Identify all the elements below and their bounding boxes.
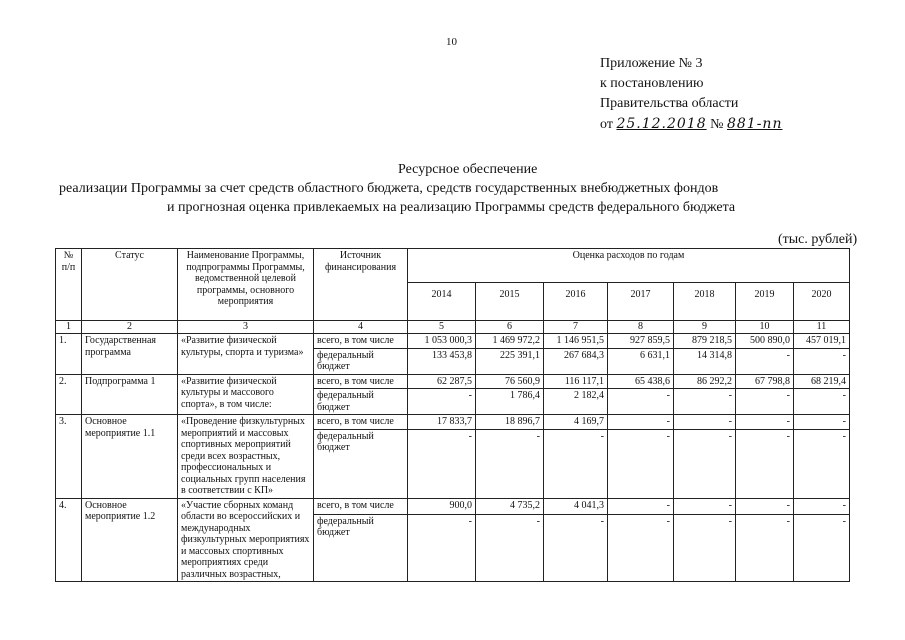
column-number: 2 bbox=[82, 321, 178, 334]
row-value: 17 833,7 bbox=[408, 415, 476, 430]
row-value: 116 117,1 bbox=[544, 374, 608, 389]
row-value: 67 798,8 bbox=[736, 374, 794, 389]
row-value: 14 314,8 bbox=[674, 348, 736, 374]
row-value: 68 219,4 bbox=[794, 374, 850, 389]
appendix-from-label: от bbox=[600, 117, 613, 132]
row-value: 1 469 972,2 bbox=[476, 334, 544, 349]
row-status: Основное мероприятие 1.2 bbox=[82, 498, 178, 582]
row-source: федеральный бюджет bbox=[314, 348, 408, 374]
column-number: 4 bbox=[314, 321, 408, 334]
row-source: федеральный бюджет bbox=[314, 429, 408, 498]
column-number: 3 bbox=[178, 321, 314, 334]
row-value: - bbox=[794, 389, 850, 415]
column-number: 1 bbox=[56, 321, 82, 334]
title-line-1: Ресурсное обеспечение bbox=[398, 162, 538, 177]
row-value: - bbox=[408, 389, 476, 415]
row-value: 86 292,2 bbox=[674, 374, 736, 389]
row-value: - bbox=[736, 348, 794, 374]
row-status: Государственная программа bbox=[82, 334, 178, 375]
row-value: - bbox=[736, 514, 794, 581]
row-value: 4 735,2 bbox=[476, 498, 544, 514]
header-year: 2017 bbox=[608, 283, 674, 321]
header-name: Наименование Программы, подпрограммы Программы, ведомственной целевой программы, основного мероприятия bbox=[178, 249, 314, 321]
table-row bbox=[56, 374, 850, 389]
row-value: 6 631,1 bbox=[608, 348, 674, 374]
row-value: 900,0 bbox=[408, 498, 476, 514]
row-value: - bbox=[476, 514, 544, 581]
row-value: - bbox=[674, 514, 736, 581]
row-value: 1 146 951,5 bbox=[544, 334, 608, 349]
row-source: всего, в том числе bbox=[314, 498, 408, 514]
row-number: 1. bbox=[56, 334, 82, 375]
header-year: 2020 bbox=[794, 283, 850, 321]
page-number: 10 bbox=[446, 36, 457, 48]
row-value: - bbox=[736, 415, 794, 430]
row-name: «Развитие физической культуры, спорта и туризма» bbox=[178, 334, 314, 375]
row-value: - bbox=[544, 429, 608, 498]
row-value: 18 896,7 bbox=[476, 415, 544, 430]
row-value: 4 169,7 bbox=[544, 415, 608, 430]
appendix-line-1: Приложение № 3 bbox=[600, 56, 703, 71]
column-number: 5 bbox=[408, 321, 476, 334]
row-value: - bbox=[736, 389, 794, 415]
row-value: 879 218,5 bbox=[674, 334, 736, 349]
row-value: 1 053 000,3 bbox=[408, 334, 476, 349]
row-value: 500 890,0 bbox=[736, 334, 794, 349]
row-source: всего, в том числе bbox=[314, 415, 408, 430]
header-year: 2019 bbox=[736, 283, 794, 321]
row-name: «Проведение физкультурных мероприятий и массовых спортивных мероприятий среди всех возрастных, профессиональных и социальных групп населения в соответствии с КП» bbox=[178, 415, 314, 499]
row-value: - bbox=[608, 429, 674, 498]
table-row bbox=[56, 498, 850, 514]
row-value: 65 438,6 bbox=[608, 374, 674, 389]
header-source: Источник финансирования bbox=[314, 249, 408, 321]
units-label: (тыс. рублей) bbox=[778, 232, 858, 247]
row-value: - bbox=[476, 429, 544, 498]
header-estimate: Оценка расходов по годам bbox=[408, 249, 850, 283]
row-value: - bbox=[736, 429, 794, 498]
column-number: 10 bbox=[736, 321, 794, 334]
row-value: - bbox=[408, 514, 476, 581]
row-value: - bbox=[608, 389, 674, 415]
row-value: - bbox=[608, 415, 674, 430]
appendix-line-4 bbox=[600, 114, 782, 135]
row-value: - bbox=[408, 429, 476, 498]
row-value: - bbox=[736, 498, 794, 514]
title-line-3: и прогнозная оценка привлекаемых на реализацию Программы средств федерального бюджета bbox=[167, 200, 736, 215]
row-value: 2 182,4 bbox=[544, 389, 608, 415]
row-value: - bbox=[544, 514, 608, 581]
row-value: - bbox=[794, 514, 850, 581]
row-name: «Участие сборных команд области во всероссийских и международных физкультурных мероприятиях и массовых спортивных мероприятиях среди различных возрастных, bbox=[178, 498, 314, 582]
row-number: 2. bbox=[56, 374, 82, 415]
header-year: 2015 bbox=[476, 283, 544, 321]
row-value: 76 560,9 bbox=[476, 374, 544, 389]
row-value: 267 684,3 bbox=[544, 348, 608, 374]
appendix-line-3: Правительства области bbox=[600, 96, 739, 111]
appendix-doc-number: 881-пп bbox=[726, 116, 783, 132]
row-value: - bbox=[674, 498, 736, 514]
row-source: всего, в том числе bbox=[314, 334, 408, 349]
column-number: 9 bbox=[674, 321, 736, 334]
row-name: «Развитие физической культуры и массового спорта», в том числе: bbox=[178, 374, 314, 415]
row-value: - bbox=[608, 498, 674, 514]
row-value: 457 019,1 bbox=[794, 334, 850, 349]
row-number: 3. bbox=[56, 415, 82, 499]
row-value: - bbox=[608, 514, 674, 581]
row-status: Подпрограмма 1 bbox=[82, 374, 178, 415]
row-source: федеральный бюджет bbox=[314, 389, 408, 415]
row-value: - bbox=[794, 415, 850, 430]
row-source: федеральный бюджет bbox=[314, 514, 408, 581]
row-value: 225 391,1 bbox=[476, 348, 544, 374]
row-value: 1 786,4 bbox=[476, 389, 544, 415]
row-value: - bbox=[674, 415, 736, 430]
header-year: 2018 bbox=[674, 283, 736, 321]
row-value: 133 453,8 bbox=[408, 348, 476, 374]
header-status: Статус bbox=[82, 249, 178, 321]
row-status: Основное мероприятие 1.1 bbox=[82, 415, 178, 499]
row-value: - bbox=[794, 348, 850, 374]
row-value: - bbox=[794, 429, 850, 498]
column-number: 8 bbox=[608, 321, 674, 334]
row-value: 927 859,5 bbox=[608, 334, 674, 349]
row-value: - bbox=[674, 389, 736, 415]
budget-table bbox=[55, 248, 850, 582]
table-row bbox=[56, 415, 850, 430]
header-year: 2014 bbox=[408, 283, 476, 321]
row-value: - bbox=[674, 429, 736, 498]
appendix-number-label: № bbox=[710, 117, 724, 132]
header-year: 2016 bbox=[544, 283, 608, 321]
row-value: 62 287,5 bbox=[408, 374, 476, 389]
row-number: 4. bbox=[56, 498, 82, 582]
row-value: - bbox=[794, 498, 850, 514]
column-number: 11 bbox=[794, 321, 850, 334]
title-line-2: реализации Программы за счет средств областного бюджета, средств государственных внебюджетных фондов bbox=[59, 181, 719, 196]
row-source: всего, в том числе bbox=[314, 374, 408, 389]
appendix-block bbox=[600, 54, 782, 135]
table-row bbox=[56, 334, 850, 349]
header-num: № п/п bbox=[56, 249, 82, 321]
column-number: 7 bbox=[544, 321, 608, 334]
row-value: 4 041,3 bbox=[544, 498, 608, 514]
appendix-line-2: к постановлению bbox=[600, 76, 704, 91]
appendix-date: 25.12.2018 bbox=[616, 116, 707, 132]
column-number: 6 bbox=[476, 321, 544, 334]
